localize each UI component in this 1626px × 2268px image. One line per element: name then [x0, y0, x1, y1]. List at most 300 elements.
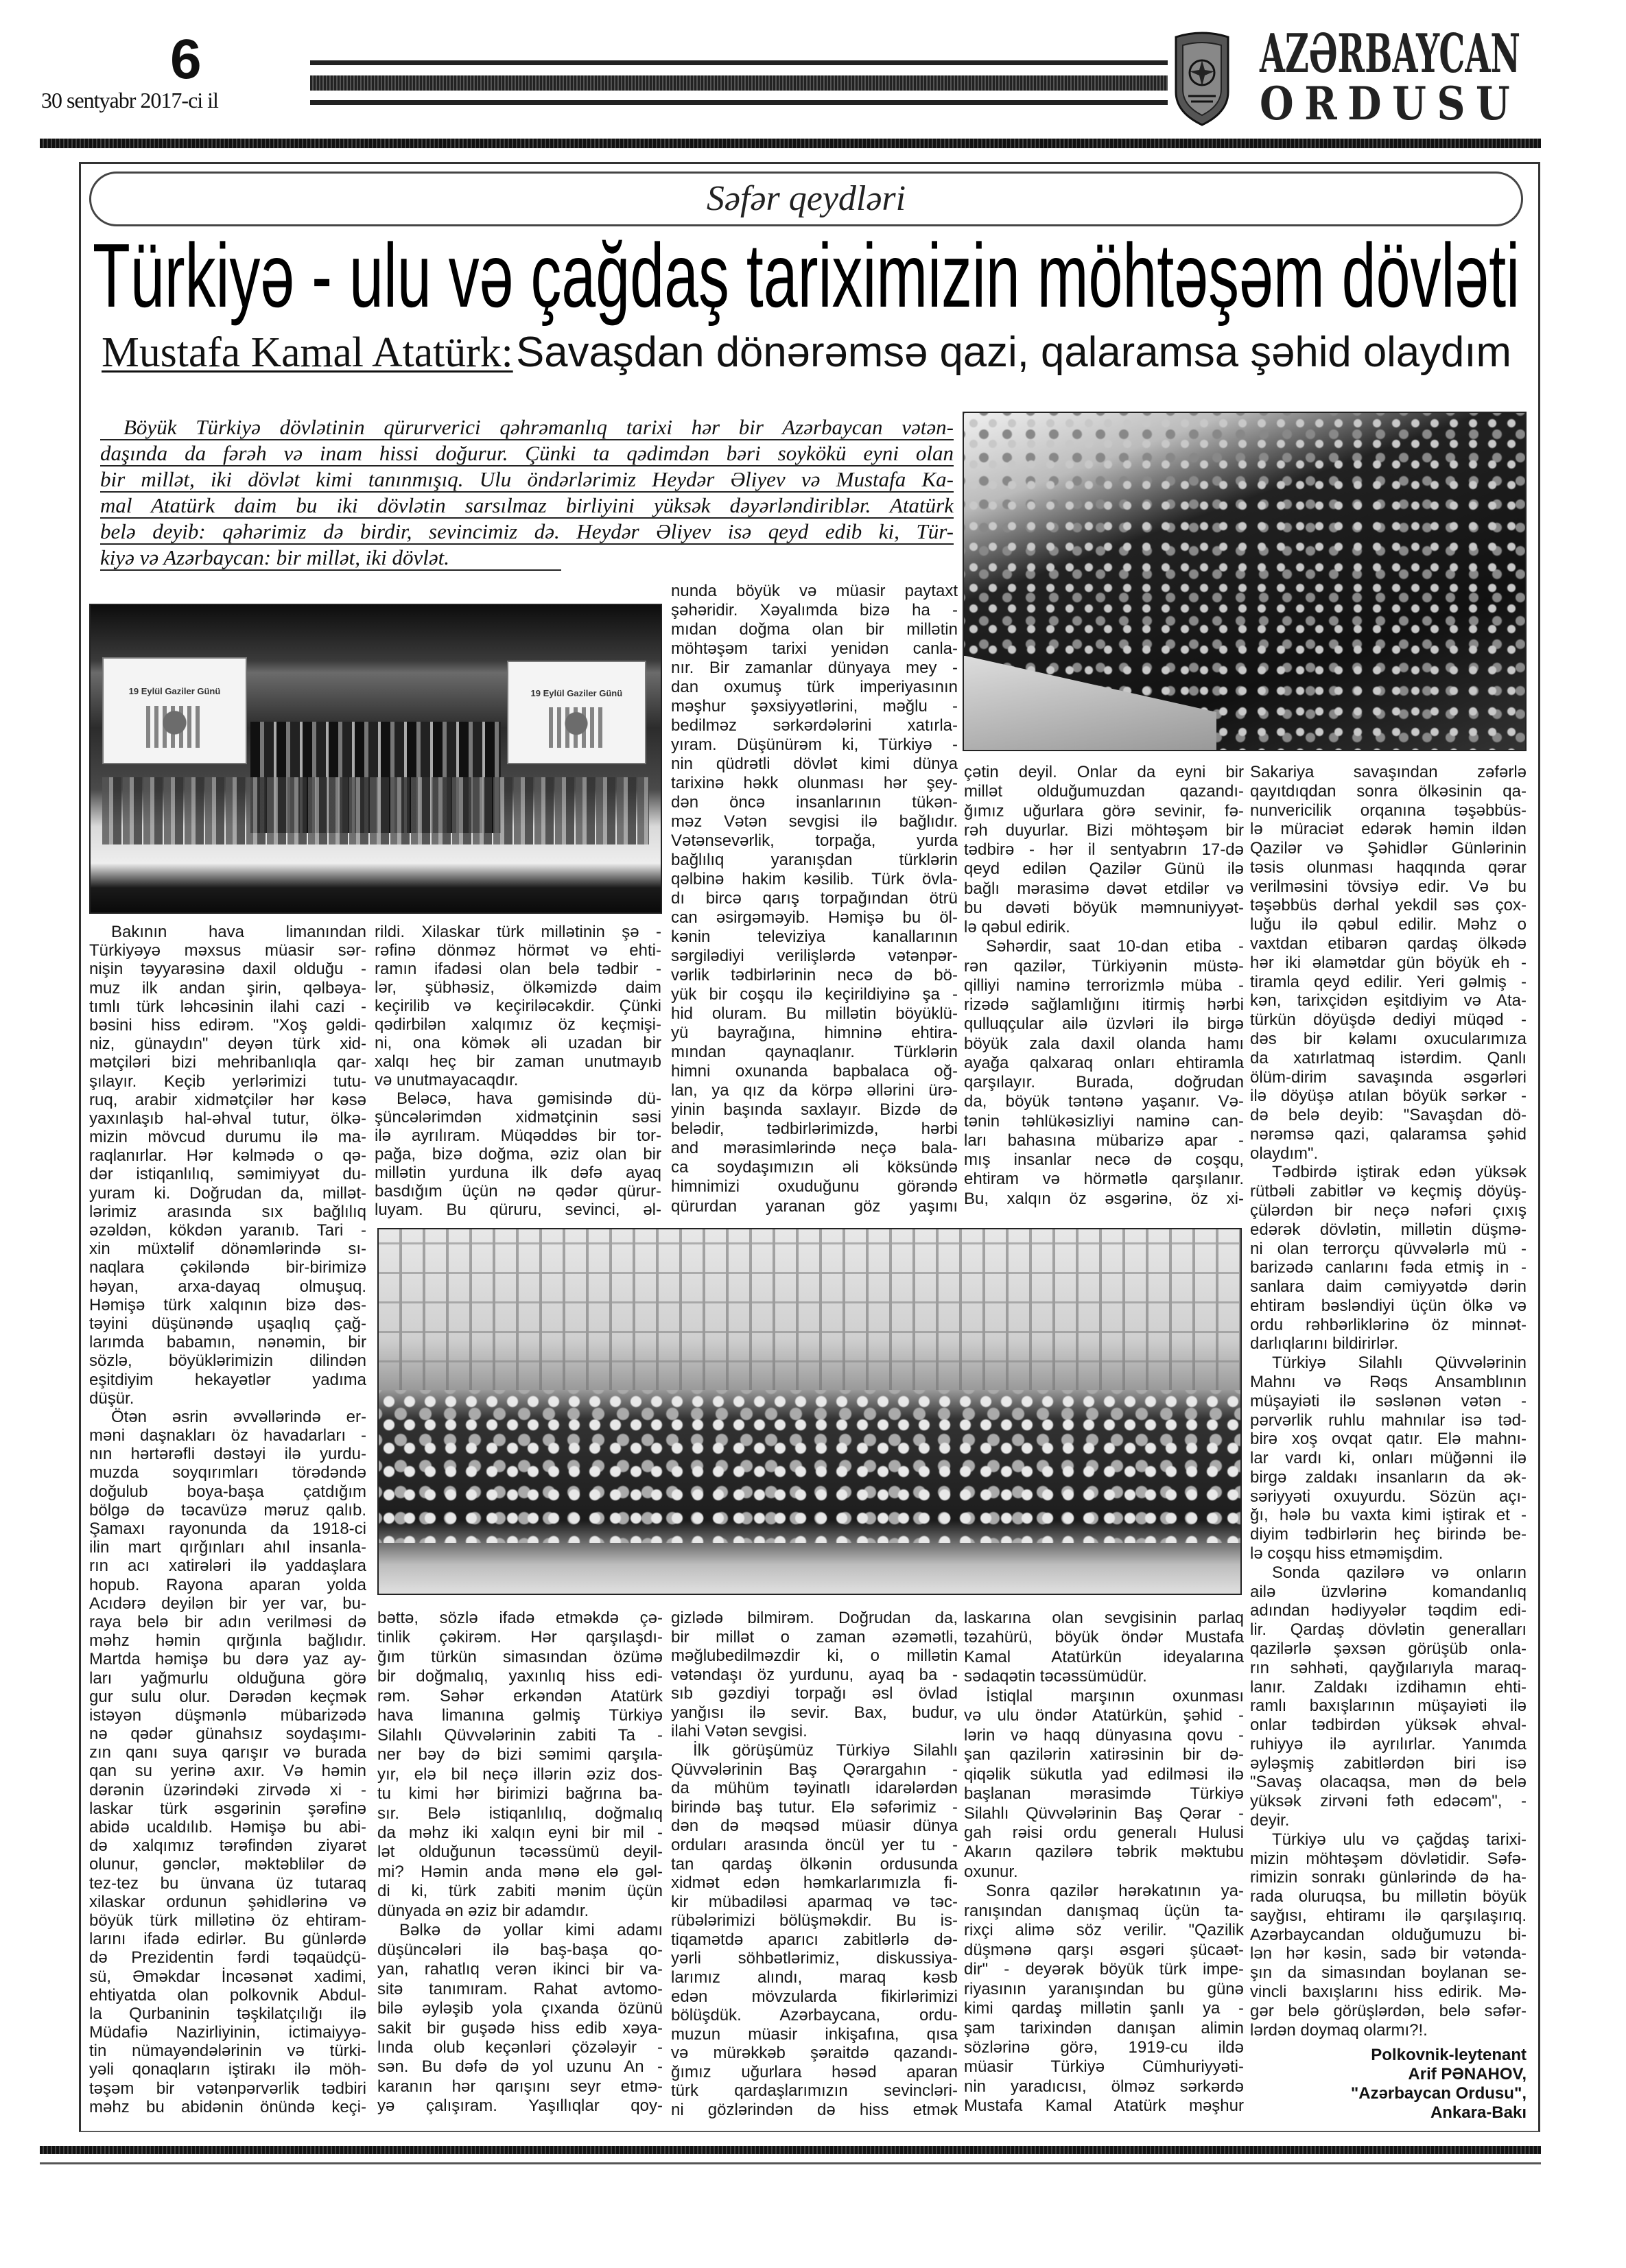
text-line: rimizin sonrakı günlərində də ha- — [1250, 1868, 1527, 1887]
text-line: Mustafa Kamal Atatürk məşhur — [964, 2096, 1244, 2116]
text-line: himnimizi oxuduğunu görəndə — [671, 1177, 958, 1196]
text-line: ehtiram və hörmətlə qarşılanır. — [964, 1170, 1244, 1189]
text-line: yə çalışıram. Yaşıllıqlar qoy- — [377, 2096, 663, 2116]
author-rank: Polkovnik-leytenant — [1371, 2046, 1527, 2064]
text-line: yaxınlaşıb hal-əhval tutur, ölkə- — [89, 1109, 366, 1128]
text-line: Türkiyə Silahlı Qüvvələrinin — [1272, 1354, 1527, 1373]
text-line: şın da simasından boylanan se- — [1250, 1963, 1527, 1983]
text-line: ca soydaşımızın əli köksündə — [671, 1158, 958, 1177]
author-outlet: "Azərbaycan Ordusu", — [1350, 2084, 1527, 2103]
text-line: muz ilk andan şirin, qəlbəya- — [89, 978, 366, 997]
masthead-rule-top — [310, 60, 1168, 65]
text-line: vərlik tədbirlərinin necə də bö- — [671, 966, 958, 985]
text-line: Mahnı və Rəqs Ansamblının — [1250, 1373, 1527, 1391]
newspaper-name-text: ORDUSU — [1260, 77, 1521, 130]
author-location: Ankara-Bakı — [1430, 2103, 1527, 2122]
text-line: türkün döyüşdə dediyi müqəd - — [1250, 1011, 1527, 1030]
photo-stage-ceremony — [89, 604, 662, 914]
text-line: ilə ayrılıram. Müqəddəs bir tor- — [375, 1126, 661, 1145]
text-line: ni, ona kömək əli uzadan bir — [375, 1034, 661, 1052]
text-line: ilahi Vətən sevgisi. — [671, 1722, 808, 1741]
article-intro — [100, 414, 954, 571]
text-line: ölüm-dirim savaşında əsgərləri — [1250, 1067, 1527, 1087]
text-line: tan qardaş ölkənin ordusunda — [671, 1854, 958, 1874]
text-line: vincli baxışlarını hiss edirik. Mə- — [1250, 1983, 1527, 2001]
text-line: məğlubedilməzdir ki, o millətin — [671, 1646, 958, 1666]
stage-banner-text: 19 Eylül Gaziler Günü — [530, 688, 623, 699]
text-line: ramın ifadəsi olan belə tədbir - — [375, 960, 661, 978]
text-line: məşhur şəxsiyyətlərini, məğlu - — [671, 697, 958, 716]
text-line: Azərbaycandan olduğumuzu bi- — [1250, 1925, 1527, 1944]
text-line: Türkiyəyə məxsus müasir sər- — [89, 941, 366, 960]
text-line: düşüncələri ilə baş-başa qo- — [377, 1940, 663, 1959]
text-line: "Savaş olacaqsa, mən də belə — [1250, 1773, 1527, 1792]
text-line: Səhərdir, saat 10-dan etiba - — [986, 937, 1244, 956]
text-line: ğım türkün simasından özümə — [377, 1647, 663, 1666]
text-line: rixçi alimə söz verilir. "Qazilik — [964, 1921, 1244, 1940]
text-line: zın qanı suya qarışır və burada — [89, 1743, 366, 1762]
text-column-2-top — [375, 923, 661, 1219]
text-line: yüksək zirvəni fəth edəcəm", - — [1250, 1792, 1527, 1811]
text-line: yəli qonaqların iştirakı ilə möh- — [89, 2060, 366, 2079]
text-line: qiqəlik sükutla yad edilməsi ilə — [964, 1764, 1244, 1784]
text-line: birində baş tutur. Elə səfərimiz - — [671, 1797, 958, 1817]
text-line: Martda həmişə bu dərə yaz ay- — [89, 1650, 366, 1669]
text-line: Silahlı Qüvvələrinin zabiti Ta - — [377, 1725, 663, 1745]
footer-thin-rule — [40, 2162, 1541, 2164]
newspaper-name-line1 — [1260, 23, 1520, 85]
text-line: yü bayrağına, himninə ehtira- — [671, 1024, 958, 1043]
text-line: Acıdərə deyilən bir yer var, bu- — [89, 1594, 366, 1613]
text-line: Akarın qazilərə təbrik məktubu — [964, 1843, 1244, 1862]
text-line: müşayiəti ilə səslənən vətən - — [1250, 1391, 1527, 1410]
text-line: sitə tanımıram. Rahat avtomo- — [377, 1979, 663, 1998]
text-line: rada oluruqsa, bu millətin böyük — [1250, 1887, 1527, 1906]
text-line: ordu rəhbərliklərinə öz minnət- — [1250, 1315, 1527, 1334]
text-line: kənin televiziya kanallarının — [671, 928, 958, 947]
text-line: da xatırlatmaq istərdim. Qanlı — [1250, 1048, 1527, 1067]
text-line: ailə üzvlərinə komandanlıq — [1250, 1582, 1527, 1601]
text-line: naqlara çəkiləndə bir-birimizə — [89, 1258, 366, 1277]
text-line: şam tarixindən danışan alimin — [964, 2018, 1244, 2037]
text-line: tiqamətdə aparıcı zabitlərlə də- — [671, 1930, 958, 1949]
text-line: vaxtdan etibarən qardaş ölkədə — [1250, 934, 1527, 954]
text-line: Bəlkə də yollar kimi adamı — [399, 1921, 663, 1940]
text-line: niz, günaydın" deyən türk xid- — [89, 1035, 366, 1054]
text-line: muzda soyqırımları törədəndə — [89, 1463, 366, 1483]
text-line: türk qardaşlarımızın sevincləri- — [671, 2081, 958, 2101]
text-line: sədaqətin təcəssümüdür. — [964, 1667, 1147, 1686]
text-line: orduları arasında öncül yer tu - — [671, 1835, 958, 1854]
text-line: təsis olunması haqqında qərar — [1250, 858, 1527, 877]
text-line: qeyd edilən Qazilər Günü ilə — [964, 860, 1244, 879]
text-line: yıram. Düşünürəm ki, Türkiyə - — [671, 735, 958, 755]
text-line: lar vardı ki, onları müğənni ilə — [1250, 1449, 1527, 1468]
text-line: sözlə, böyüklərimizin dilindən — [89, 1351, 366, 1371]
text-line: deyir. — [1250, 1810, 1290, 1830]
text-line: ilin mart qırğınları ahıl insanla- — [89, 1538, 366, 1557]
text-line: lanır. Zaldakı izdihamın ehti- — [1250, 1677, 1527, 1697]
text-line: kir mübadiləsi aparmaq və təc- — [671, 1892, 958, 1911]
subhead-lead: Mustafa Kamal Atatürk: — [102, 329, 513, 376]
article-subheadline — [102, 328, 1511, 383]
photo-group — [377, 1228, 1242, 1595]
text-line: çətin deyil. Onlar da eyni bir — [964, 763, 1244, 781]
text-line: hava limanına gəlmiş Türkiyə — [377, 1706, 663, 1725]
text-line: olaydım". — [1250, 1144, 1319, 1163]
text-line: rizədə sağlamlığını itirmiş hərbi — [964, 995, 1244, 1014]
text-line: ilə döyüşə atılan böyük sərkər - — [1250, 1087, 1527, 1106]
text-line: Şamaxı rayonunda da 1918-ci — [89, 1520, 366, 1538]
text-line: karanın hər qarışını seyr etmə- — [377, 2077, 663, 2096]
text-line: mizin möhtəşəm dövlətidir. Səfə- — [1250, 1849, 1527, 1868]
text-line: bəsini hiss edirəm. "Xoş gəldi- — [89, 1015, 366, 1035]
text-line: sərgilədiyi verilişlərdə vətənpər- — [671, 947, 958, 966]
text-column-4-top — [964, 763, 1244, 1209]
text-line: nin yaradıcısı, ölməz sərkərdə — [964, 2077, 1244, 2096]
text-line: şan qazilərin xatirəsinin bir də- — [964, 1745, 1244, 1764]
text-line: mından qaynaqlanır. Türklərin — [671, 1043, 958, 1062]
text-line: lə coşqu hiss etməmişdim. — [1250, 1544, 1444, 1563]
text-line: təşəm bir vətənpərvərlik tədbiri — [89, 2079, 366, 2098]
stage-screen-right — [507, 661, 646, 765]
page-number: 6 — [170, 28, 202, 91]
text-line: da məhz iki xalqın eyni bir mil - — [377, 1823, 663, 1842]
text-line: düşmənə qarşı əsgəri şücaət- — [964, 1940, 1244, 1959]
text-line: tin nümayəndələrinin və türki- — [89, 2042, 366, 2061]
text-line: İstiqlal marşının oxunması — [986, 1686, 1244, 1705]
text-line: Vətənsevərlik, torpağa, yurda — [671, 831, 958, 851]
rubric-box — [89, 172, 1523, 226]
text-line: diyim tədbirlərin heç birində be- — [1250, 1525, 1527, 1544]
text-line: Kamal Atatürkün ideyalarına — [964, 1647, 1244, 1666]
text-line: və ulu öndər Atatürkün, şəhid - — [964, 1706, 1244, 1725]
stage-soldiers — [102, 777, 650, 845]
text-line: mış insanlar necə də coşqu, — [964, 1150, 1244, 1169]
text-line: qazilərlə şəxsən görüşüb onla- — [1250, 1639, 1527, 1658]
text-line: lan, ya qız da körpə əllərini ürə- — [671, 1081, 958, 1100]
headline-text: Türkiyə - ulu və çağdaş tariximizin möhtəşəm dövləti — [93, 225, 1520, 326]
text-line: sakit bir guşədə hiss edib xəya- — [377, 2018, 663, 2037]
text-line: ruq, arabir xidmətçilər hər kəsə — [89, 1090, 366, 1109]
text-line: Qüvvələrinin Baş Qərargahın - — [671, 1760, 958, 1779]
text-line: qan su yerinə axır. Və həmin — [89, 1762, 366, 1781]
text-line: İlk görüşümüz Türkiyə Silahlı — [693, 1741, 958, 1760]
text-line: Bakının hava limanından — [111, 923, 366, 941]
text-line: lında olub keçənləri çözələyir - — [377, 2037, 663, 2057]
text-line: düşür. — [89, 1389, 134, 1408]
text-line: barizədə canlarını fəda etmiş in - — [1250, 1258, 1527, 1277]
text-line: hid oluram. Bu millətin böyüklü- — [671, 1004, 958, 1024]
text-line: təyini düşünəndə uşaqlıq çağ- — [89, 1314, 366, 1333]
text-line: rəfinə dönməz hörmət və ehti- — [375, 941, 661, 960]
text-line: mətçiləri bizi mehribanlıqla qar- — [89, 1053, 366, 1072]
text-column-1 — [89, 923, 366, 2116]
text-line: verilməsini tövsiyə edir. Və bu — [1250, 877, 1527, 896]
text-line: bedilməz sərkərdələrini xatırla- — [671, 716, 958, 735]
text-line: ğımız uğurlara görə sevinir, fə- — [964, 801, 1244, 820]
text-line: eşitdiyim hekayətlər yadıma — [89, 1370, 366, 1389]
text-line: istəyən düşmənlə mübarizədə — [89, 1705, 366, 1725]
text-line: səriyyəti oxuyurdu. Sözün açı- — [1250, 1487, 1527, 1506]
text-line: dəs bir kəlamı oxucularımıza — [1250, 1029, 1527, 1048]
newspaper-name-line2 — [1260, 77, 1521, 130]
author-name: Arif PƏNAHOV, — [1408, 2065, 1527, 2083]
text-line: tez-tez bu ünvana üz tutaraq — [89, 1874, 366, 1893]
text-line: nunda böyük və müasir paytaxt — [671, 582, 958, 600]
text-line: bilə əyləşib yola çıxanda özünü — [377, 1999, 663, 2018]
text-line: hopub. Rayona aparan yolda — [89, 1575, 366, 1594]
text-line: əyləşmiş zabitlərdən biri isə — [1250, 1753, 1527, 1773]
text-line: millətin yurduna ilk dəfə ayaq — [375, 1163, 661, 1182]
text-line: qulluqçular ailə üzvləri ilə birgə — [964, 1015, 1244, 1034]
text-line: lərin və haqq dünyasına qovu - — [964, 1725, 1244, 1745]
text-line: şəhəridir. Xəyalımda bizə ha - — [671, 601, 958, 620]
text-line: and mərasimlərində neçə bala- — [671, 1139, 958, 1158]
text-line: əzəldən, kökdən yaranıb. Tari - — [89, 1221, 366, 1240]
text-line: bağlı mərasimə dəvət etdilər və — [964, 879, 1244, 898]
text-line: böyük türk millətinə öz ehtiram- — [89, 1911, 366, 1930]
text-line: Müdafiə Nazirliyinin, ictimaiyyə- — [89, 2023, 366, 2042]
text-line: bağlılıq yaranışdan türklərin — [671, 851, 958, 870]
text-line: basdığım üçün nə qədər qürur- — [375, 1182, 661, 1201]
text-line: yinin başında saxlayır. Bizdə də — [671, 1100, 958, 1120]
text-line: tiramla qeyd edilir. Yeri gəlmiş - — [1250, 972, 1527, 991]
text-line: rildi. Xilaskar türk millətinin şə - — [375, 923, 661, 941]
text-line: nır. Bir zamanlar dünyaya mey - — [671, 659, 958, 678]
text-line: sü, Əməkdar İncəsənət xadimi, — [89, 1967, 366, 1986]
text-line: da, böyük təntənə yaşanır. Və- — [964, 1092, 1244, 1111]
text-line: dir" - deyərək böyük türk impe- — [964, 1960, 1244, 1979]
text-line: sır. Belə istiqanlılıq, doğmalıq — [377, 1804, 663, 1823]
text-line: bir millət o zaman əzəmətli, — [671, 1627, 958, 1646]
masthead-thick-rule — [40, 139, 1541, 148]
text-line: gur sulu olur. Dərədən keçmək — [89, 1687, 366, 1706]
text-line: Həmişə türk xalqının bizə dəs- — [89, 1295, 366, 1314]
text-line: sən. Bu dəfə də yol uzunu An - — [377, 2057, 663, 2077]
text-line: lər, şübhəsiz, ölkəmizdə daim — [375, 978, 661, 997]
text-column-3-top — [671, 582, 958, 1216]
text-line: qarşılayır. Burada, doğrudan — [964, 1073, 1244, 1091]
text-line: oxunur. — [964, 1862, 1018, 1881]
text-line: ranışından danışmaq üçün ta- — [964, 1901, 1244, 1920]
text-line: raya belə bir adın verilməsi də — [89, 1612, 366, 1631]
text-line: mizin mövcud durumu ilə ma- — [89, 1128, 366, 1147]
text-line: birə xoş ovqat qatır. Elə mahnı- — [1250, 1430, 1527, 1449]
text-line: tu kimi hər birimizi bağrına ba- — [377, 1784, 663, 1804]
text-line: qayıtdıqdan sonra ölkəsinin qa- — [1250, 781, 1527, 801]
text-line: nə qədər günahsız soydaşımı- — [89, 1725, 366, 1744]
text-line: rəm. Səhər erkəndən Atatürk — [377, 1686, 663, 1705]
text-line: pağa, bizə doğma, əziz olan bir — [375, 1145, 661, 1163]
intro-line: Böyük Türkiyə dövlətinin qürurverici qəhrəmanlıq tarixi hər bir Azərbaycan vətən- — [100, 414, 954, 440]
text-column-3-bottom — [671, 1609, 958, 2120]
text-line: çülərdən bir neçə nəfəri çıxış — [1250, 1201, 1527, 1220]
text-line: onlar tədbirdən yüksək əhval- — [1250, 1716, 1527, 1735]
text-line: ları bahasına mübarizə apar - — [964, 1131, 1244, 1150]
text-line: dən də məqsəd müasir dünya — [671, 1817, 958, 1836]
text-line: təzahürü, böyük öndər Mustafa — [964, 1628, 1244, 1647]
text-line: bir doğmalıq, yaxınlıq hiss edi- — [377, 1667, 663, 1686]
intro-line: daşında da fərəh və inam hissi doğurur. Çünki ta qədimdən bəri soykökü eyni olan — [100, 441, 954, 465]
text-line: tinlik çəkirəm. Hər qarşılaşdı- — [377, 1628, 663, 1647]
text-line: müasir Türkiyə Cümhuriyyəti- — [964, 2057, 1244, 2077]
intro-line: mal Atatürk daim bu iki dövlətin sarsılmaz birliyini yüksək dəyərləndiriblər. Atatürk — [100, 493, 954, 517]
text-line: Ötən əsrin əvvəllərində er- — [111, 1407, 366, 1426]
text-line: yuram ki. Doğrudan da, millət- — [89, 1183, 366, 1203]
text-line: də xalqımız tərəfindən ziyarət — [89, 1836, 366, 1856]
text-line: bölüşdük. Azərbaycana, ordu- — [671, 2006, 958, 2025]
text-line: dər istiqanlılıq, səmimiyyət du- — [89, 1165, 366, 1184]
text-line: Sonra qazilər hərəkatının ya- — [986, 1882, 1244, 1901]
text-line: ner bəy də bizi səmimi qarşıla- — [377, 1745, 663, 1764]
text-line: darlıqlarını bildirirlər. — [1250, 1334, 1399, 1354]
text-line: lərdən doymaq olarmı?!. — [1250, 2020, 1428, 2040]
text-line: larını ifadə edirlər. Bu günlərdə — [89, 1930, 366, 1949]
text-line: dərənin üzərindəki zirvədə xi - — [89, 1780, 366, 1799]
text-line: nin qüdrətli dövlət kimi dünya — [671, 755, 958, 774]
text-line: rən qazilər, Türkiyənin müstə- — [964, 956, 1244, 976]
text-line: sanlara daim cəmiyyətdə dərin — [1250, 1277, 1527, 1297]
text-line: və mürəkkəb şəraitdə qazandı- — [671, 2044, 958, 2063]
text-line: luyam. Bu qüruru, sevinci, əl- — [375, 1201, 661, 1219]
text-line: muzun müasir inkişafına, qısa — [671, 2024, 958, 2044]
text-line: şüncələrimdən xidmətçinin səsi — [375, 1108, 661, 1126]
intro-line: bir millət, iki dövlət kimi tanınmışıq. Ulu öndərlərimiz Heydər Əliyev və Mustafa Ka- — [100, 467, 954, 491]
text-line: qilliyi naminə terrorizmlə müba - — [964, 976, 1244, 995]
text-line: dünyada ən əziz bir adamdır. — [377, 1901, 589, 1920]
text-line: mıdan doğma olan bir millətin — [671, 620, 958, 639]
text-line: dən öncə insanlarının tükən- — [671, 793, 958, 812]
text-line: və unutmayacaqdır. — [375, 1071, 519, 1089]
text-line: larımda babamın, nənəmin, bir — [89, 1333, 366, 1352]
text-line: riyasının yaranışından bu günə — [964, 1979, 1244, 1998]
text-line: rın acı xatirələri ilə yaddaşlara — [89, 1557, 366, 1576]
text-line: larımız alındı, maraq kəsb — [671, 1968, 958, 1987]
text-line: məni daşnakları öz havadarları - — [89, 1426, 366, 1445]
intro-line: belə deyib: qəhərimiz də birdir, sevincimiz də. Heydər Əliyev isə qeyd edib ki, Tür- — [100, 519, 954, 543]
text-line: rütbəli zabitlər və keçmiş döyüş- — [1250, 1182, 1527, 1201]
text-line: nın hərtərəfli dəstəyi ilə yurdu- — [89, 1445, 366, 1464]
text-line: belədir, tədbirlərimizdə, hərbi — [671, 1120, 958, 1139]
text-line: Tədbirdə iştirak edən yüksək — [1272, 1163, 1527, 1182]
text-line: sayğısı, ehtiramı ilə qarşılaşırıq. — [1250, 1906, 1527, 1925]
text-line: ğımız uğurlara həsəd aparan — [671, 2062, 958, 2081]
text-line: şılayır. Keçib yerlərimizi tutu- — [89, 1072, 366, 1091]
text-line: rın səhhəti, qayğılarıyla maraq- — [1250, 1658, 1527, 1677]
text-line: möhtəşəm tarixi yenidən canla- — [671, 639, 958, 659]
text-line: millət olduğumuzdan qazandı- — [964, 782, 1244, 801]
text-line: bölgə də təcavüzə məruz qalıb. — [89, 1500, 366, 1520]
text-line: təşəbbüs dərhal yekdil səs çox- — [1250, 896, 1527, 915]
article-headline — [93, 225, 1520, 326]
text-line: məhz həmin qırğınla bağlıdır. — [89, 1631, 366, 1651]
photo-audience — [963, 412, 1527, 751]
footer-thick-rule — [40, 2146, 1541, 2154]
text-line: kən, tarixçidən eşitdiyim və Ata- — [1250, 991, 1527, 1011]
text-line: böyük zala daxil olanda hamı — [964, 1034, 1244, 1053]
subhead-quote: Savaşdan dönərəmsə qazi, qalaramsa şəhid olaydım — [516, 329, 1511, 376]
text-line: edən mövzularda fikirlərimizi — [671, 1987, 958, 2006]
newspaper-name-text: AZƏRBAYCAN — [1260, 23, 1520, 85]
text-line: ehtiram bəsləndiyi üçün ölkə və — [1250, 1296, 1527, 1315]
text-line: ehtiyatda olan polkovnik Abdul- — [89, 1985, 366, 2005]
text-line: başlanan mərasimdə Türkiyə — [964, 1784, 1244, 1804]
text-line: lərimiz arasında sıx bağlılıq — [89, 1202, 366, 1221]
text-line: bəttə, sözlə ifadə etməkdə çə- — [377, 1609, 663, 1627]
text-line: məhz bu abidənin önündə keçi- — [89, 2097, 366, 2116]
text-line: hər iki əlamətdar gün böyük eh - — [1250, 953, 1527, 972]
text-line: can əsirgəməyib. Həmişə bu öl- — [671, 908, 958, 928]
text-line: tədbirə - hər il sentyabrın 17-də — [964, 840, 1244, 859]
text-line: qədirbilən xalqımız öz keçmişi- — [375, 1015, 661, 1034]
text-line: xalqı heç bir zaman unutmayıb — [375, 1052, 661, 1071]
text-line: ları yağmurlu olduğuna görə — [89, 1668, 366, 1688]
text-line: laskarına olan sevgisinin parlaq — [964, 1609, 1244, 1627]
text-line: həyan, arxa-dayaq olmuşuq. — [89, 1277, 366, 1296]
text-line: də Prezidentin fərdi təqaüdçü- — [89, 1948, 366, 1968]
text-column-4-bottom — [964, 1609, 1244, 2116]
text-line: olunur, gənclər, məktəblilər də — [89, 1855, 366, 1874]
text-line: lə müraciət edərək həmin ildən — [1250, 820, 1527, 839]
text-line: də belə deyib: "Savaşdan dö- — [1250, 1106, 1527, 1125]
text-line: yanğısı ilə sevir. Bax, budur, — [671, 1703, 958, 1722]
text-line: Beləcə, hava gəmisində dü- — [397, 1089, 661, 1108]
text-line: xidmət edən həmkarlarımızla fi- — [671, 1874, 958, 1893]
issue-date: 30 sentyabr 2017-ci il — [41, 88, 218, 113]
army-shield-emblem-icon — [1170, 30, 1234, 126]
text-line: Sonda qazilərə və onların — [1272, 1563, 1527, 1582]
text-line: tənin təhlükəsizliyi naminə can- — [964, 1111, 1244, 1131]
text-line: da mühüm təyinatlı idarələrdən — [671, 1779, 958, 1798]
text-line: xilaskar ordunun şəhidlərinə və — [89, 1892, 366, 1911]
text-line: nunvericilik orqanına təşəbbüs- — [1250, 801, 1527, 820]
text-line: ni gözlərindən də hiss etmək — [671, 2101, 958, 2120]
text-line: sözlərinə görə, 1919-cu ildə — [964, 2037, 1244, 2057]
text-line: raqlanırlar. Hər kəlmədə o qə- — [89, 1146, 366, 1166]
text-line: lət olduğunun təcəssümü deyil- — [377, 1843, 663, 1862]
text-line: yır, elə bil neçə illərin əziz dos- — [377, 1764, 663, 1784]
text-column-2-bottom — [377, 1609, 663, 2116]
text-line: dı bircə qarış torpağından ötrü — [671, 889, 958, 908]
text-line: yük bir coşqu ilə keçirildiyinə şa - — [671, 985, 958, 1004]
text-line: adından hədiyyələr təqdim edi- — [1250, 1601, 1527, 1620]
text-line: di ki, türk zabiti mənim üçün — [377, 1882, 663, 1901]
masthead-rule-middle — [310, 75, 1168, 91]
stage-screen-left — [102, 657, 248, 764]
text-line: Silahlı Qüvvələrinin Baş Qərar - — [964, 1804, 1244, 1823]
text-line: Qazilər və Şəhidlər Günlərinin — [1250, 839, 1527, 858]
text-line: Sakariya savaşından zəfərlə — [1250, 763, 1527, 781]
text-line: edərək dövlətin, millətin düşmə- — [1250, 1220, 1527, 1239]
text-line: ğı, hələ bu vaxta kimi iştirak et - — [1250, 1506, 1527, 1525]
text-line: birgə zaldakı insanların da ək- — [1250, 1467, 1527, 1487]
text-line: ramlı baxışlarının müşayiəti ilə — [1250, 1697, 1527, 1716]
text-line: tarixinə həkk olunması hər şey- — [671, 774, 958, 793]
text-line: ruhiyyə ilə ayrılırlar. Yanımda — [1250, 1734, 1527, 1753]
text-line: laskar türk əsgərinin şərəfinə — [89, 1799, 366, 1818]
stage-banner-text: 19 Eylül Gaziler Günü — [128, 685, 221, 696]
text-line: dan oxumuş türk imperiyasının — [671, 678, 958, 697]
text-line: abidə ucaldılıb. Həmişə bu abi- — [89, 1818, 366, 1836]
text-line: yərli söhbətlərimiz, diskussiya- — [671, 1949, 958, 1968]
text-line: la Qurbaninin təşkilatçılığı ilə — [89, 2004, 366, 2023]
text-line: xin müxtəlif dönəmlərində sı- — [89, 1240, 366, 1259]
text-line: Bu, xalqın öz əsgərinə, öz xi- — [964, 1189, 1244, 1208]
text-line: gər belə görüşlərdən, belə səfər- — [1250, 2001, 1527, 2020]
text-line: gizlədə bilmirəm. Doğrudan da, — [671, 1609, 958, 1627]
text-line: qürurdan yaranan göz yaşımı — [671, 1196, 958, 1216]
